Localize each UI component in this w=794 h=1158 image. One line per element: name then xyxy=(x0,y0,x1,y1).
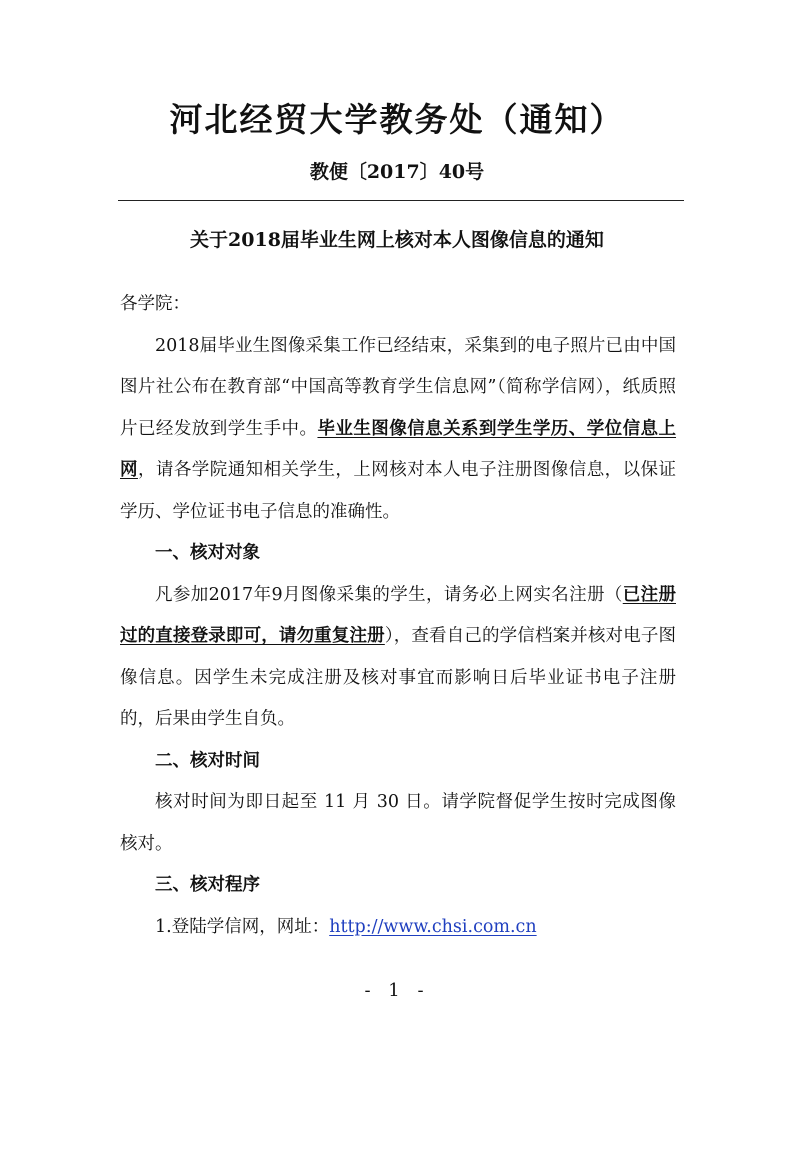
paragraph-time: 核对时间为即日起至 11 月 30 日。请学院督促学生按时完成图像核对。 xyxy=(120,792,676,854)
chsi-website-link[interactable]: http://www.chsi.com.cn xyxy=(329,916,537,937)
header-divider xyxy=(118,200,684,201)
targets-emphasis: 已注册过的直接登录即可，请勿重复注册 xyxy=(120,584,676,646)
procedure-step-1 xyxy=(120,907,676,949)
targets-text: 凡参加2017年9月图像采集的学生，请务必上网实名注册（ xyxy=(155,584,623,605)
intro-text: 2018届毕业生图像采集工作已经结束，采集到的电子照片已由中国图片社公布在教育部“中国高等教育学生信息网”（简称学信网），纸质照片已经发放到学生手中。 xyxy=(120,335,676,439)
section-heading-procedure: 三、核对程序 xyxy=(155,875,260,895)
page-title: 河北经贸大学教务处（通知） xyxy=(169,100,625,139)
intro-emphasis: 毕业生图像信息关系到学生学历、学位信息上网 xyxy=(120,418,677,480)
notice-body xyxy=(120,284,676,948)
document-number: 教便〔2017〕40号 xyxy=(309,161,485,183)
salutation: 各学院： xyxy=(120,294,190,314)
paragraph-targets xyxy=(120,575,676,741)
section-heading-targets: 一、核对对象 xyxy=(155,543,260,563)
intro-text-continued: ，请各学院通知相关学生，上网核对本人电子注册图像信息，以保证学历、学位证书电子信息的准确性。 xyxy=(120,460,677,522)
page-number: - 1 - xyxy=(364,980,430,1001)
section-heading-time: 二、核对时间 xyxy=(155,750,260,771)
paragraph-intro xyxy=(120,326,676,534)
notice-subject: 关于2018届毕业生网上核对本人图像信息的通知 xyxy=(190,229,604,251)
targets-text-continued: ），查看自己的学信档案并核对电子图像信息。因学生未完成注册及核对事宜而影响日后毕业证书电子注册的，后果由学生自负。 xyxy=(120,626,677,729)
step-1-label: 1.登陆学信网，网址： xyxy=(155,916,330,937)
